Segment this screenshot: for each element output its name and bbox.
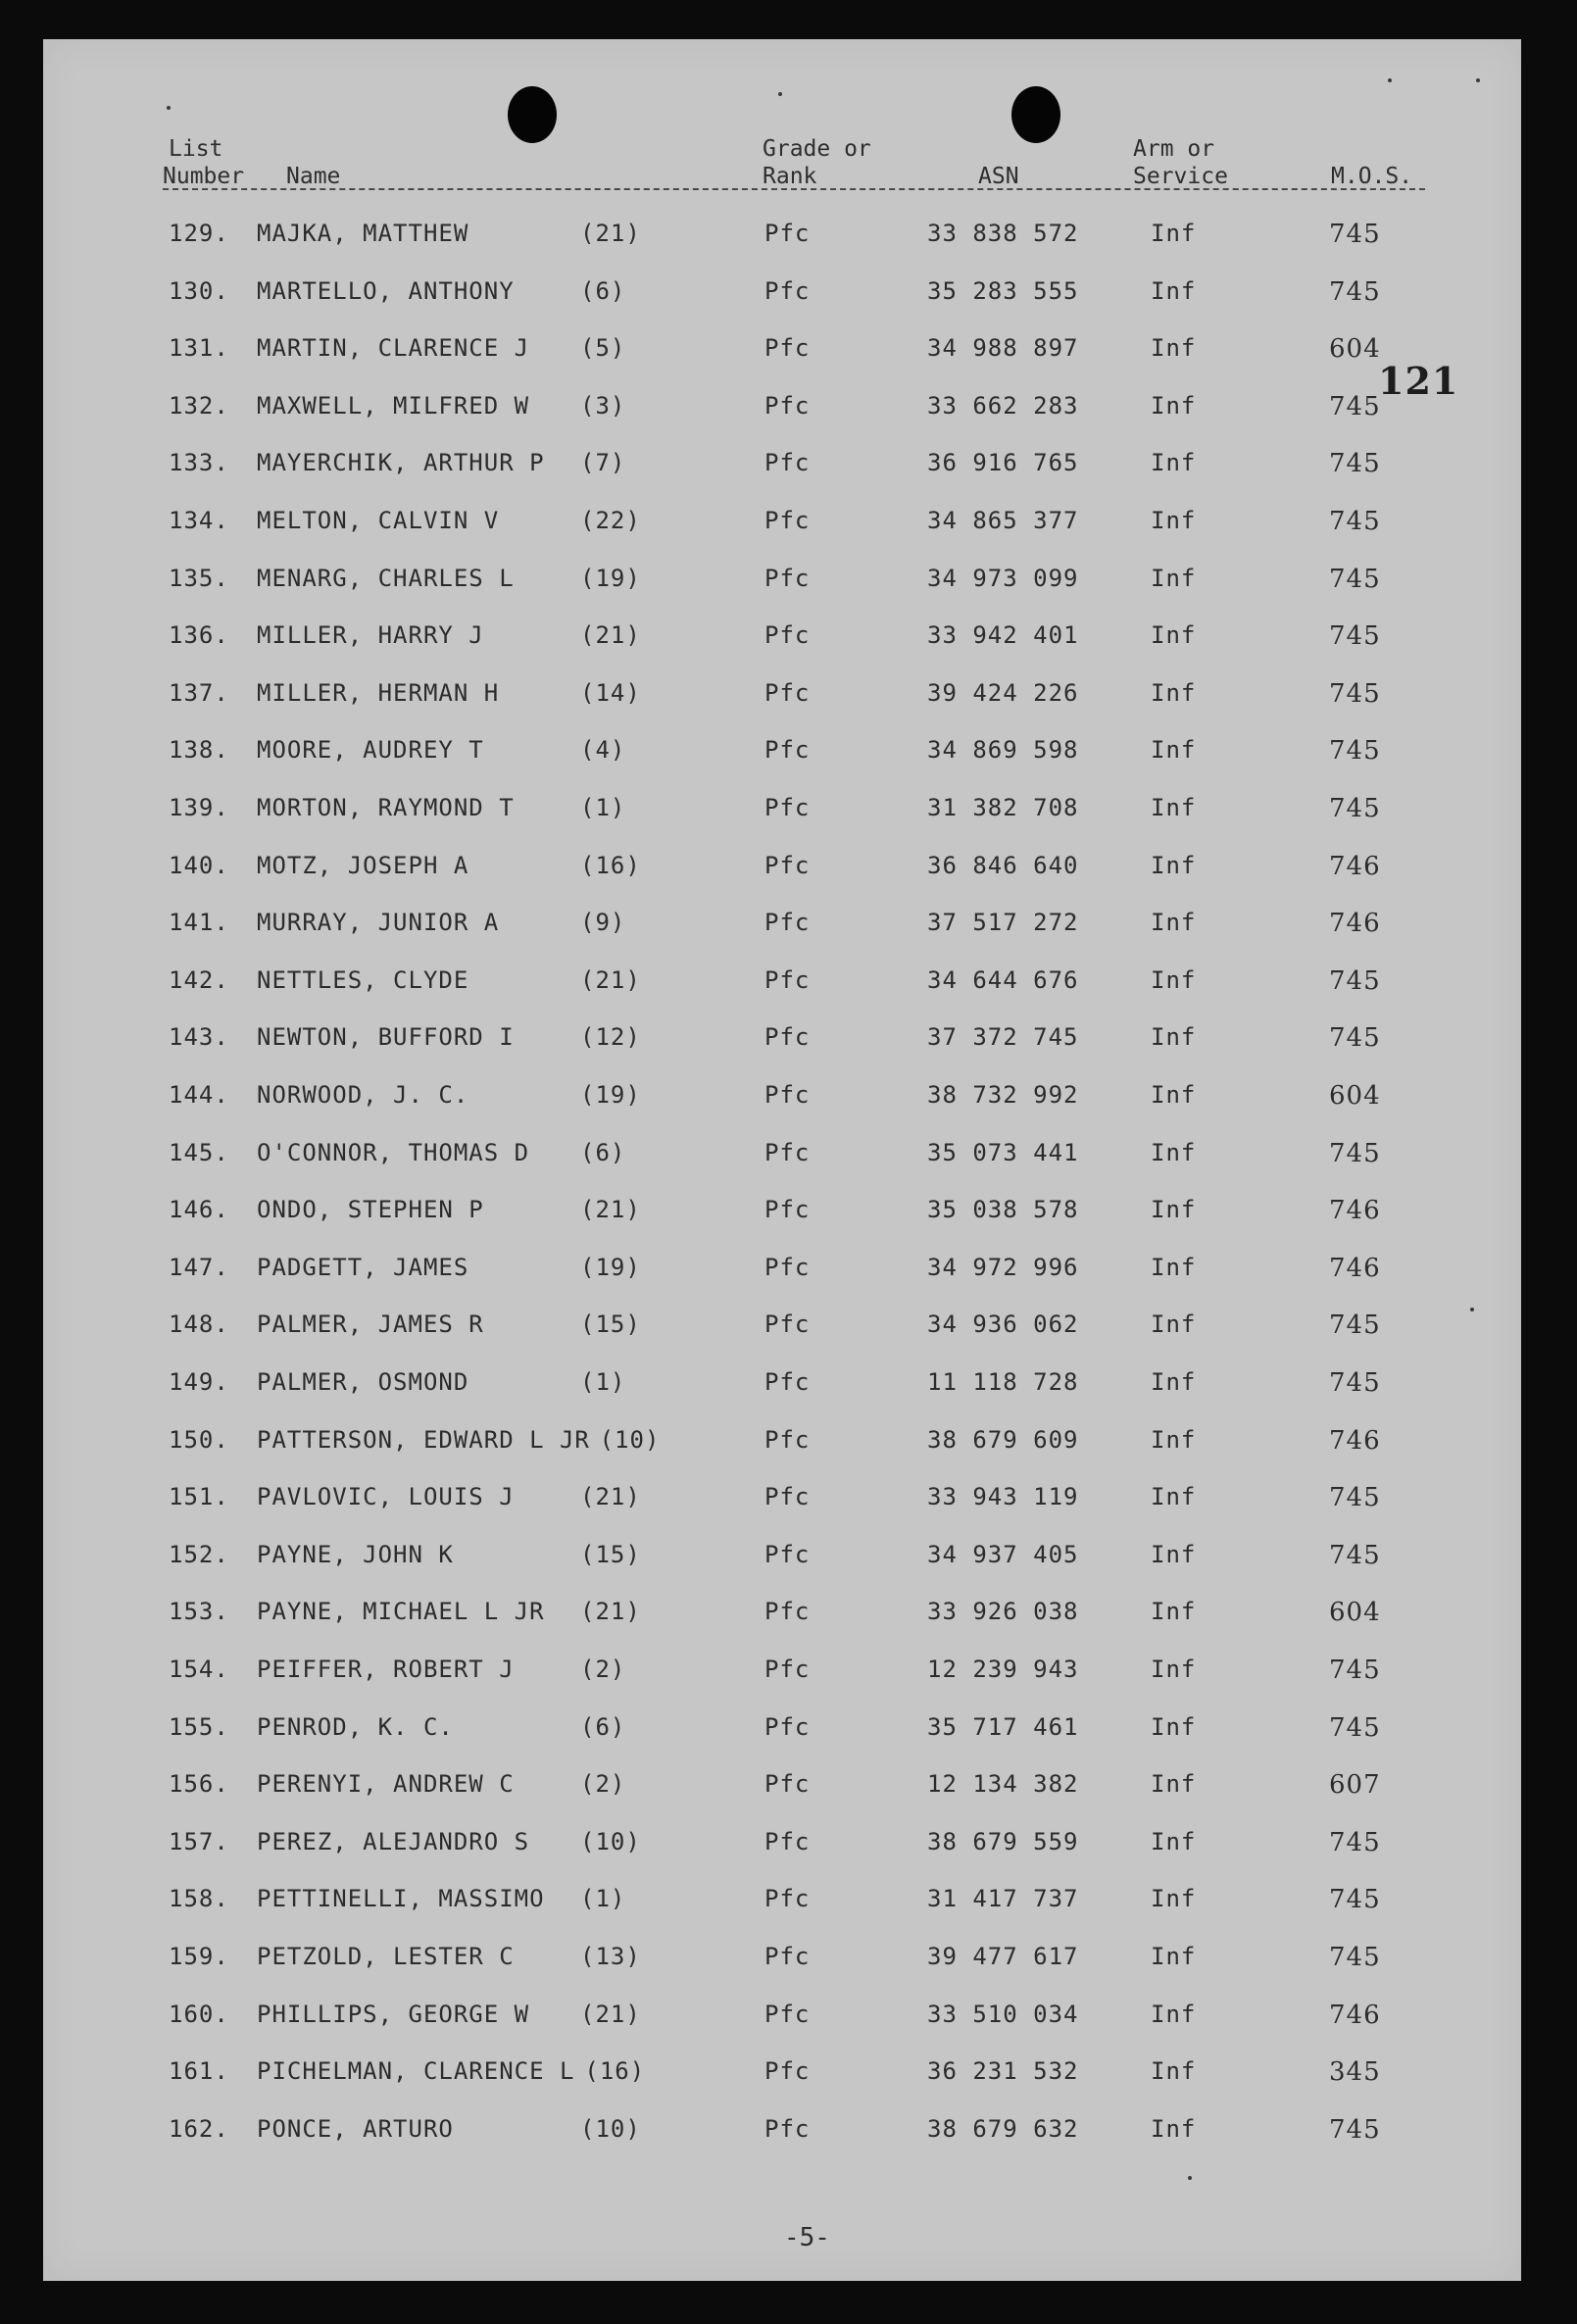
group-code: (10) [599,1426,661,1454]
group-code: (6) [580,277,626,305]
asn: 34 644 676 [927,966,1079,994]
mos-code: 746 [1329,909,1381,938]
list-number: 135. [169,565,229,592]
soldier-name: PAYNE, JOHN K [257,1541,454,1568]
punch-hole-right [1011,86,1060,143]
list-number: 132. [169,392,229,420]
asn: 38 679 559 [927,1828,1079,1855]
asn: 33 943 119 [927,1483,1079,1510]
rank: Pfc [764,1254,811,1281]
arm-service: Inf [1151,621,1197,649]
speck [1388,78,1392,82]
arm-service: Inf [1151,1139,1197,1166]
mos-code: 745 [1329,966,1381,996]
mos-code: 604 [1329,1598,1381,1627]
table-row [43,1541,1521,1580]
rank: Pfc [764,909,811,936]
asn: 33 662 283 [927,392,1079,420]
arm-service: Inf [1151,1426,1197,1454]
list-number: 156. [169,1770,229,1798]
mos-code: 746 [1329,1196,1381,1225]
asn: 37 372 745 [927,1023,1079,1051]
group-code: (21) [580,1196,641,1223]
group-code: (7) [580,449,626,476]
asn: 35 038 578 [927,1196,1079,1223]
asn: 36 916 765 [927,449,1079,476]
group-code: (2) [580,1770,626,1798]
mos-code: 745 [1329,1541,1381,1570]
group-code: (4) [580,736,626,764]
soldier-name: PALMER, OSMOND [257,1368,469,1396]
soldier-name: PETTINELLI, MASSIMO [257,1885,545,1912]
table-row [43,2115,1521,2154]
rank: Pfc [764,2057,811,2085]
mos-code: 745 [1329,2115,1381,2145]
group-code: (15) [580,1310,641,1338]
rank: Pfc [764,392,811,420]
list-number: 149. [169,1368,229,1396]
asn: 39 424 226 [927,679,1079,707]
rank: Pfc [764,1426,811,1454]
rank: Pfc [764,1885,811,1912]
mos-code: 745 [1329,392,1381,421]
rank: Pfc [764,1828,811,1855]
soldier-name: PICHELMAN, CLARENCE L [257,2057,575,2085]
group-code: (21) [580,1598,641,1625]
asn: 35 283 555 [927,277,1079,305]
table-row [43,1426,1521,1465]
soldier-name: PHILLIPS, GEORGE W [257,2001,530,2028]
table-row [43,220,1521,259]
asn: 38 679 632 [927,2115,1079,2143]
table-row [43,852,1521,891]
mos-code: 745 [1329,1023,1381,1053]
list-number: 139. [169,794,229,821]
rank: Pfc [764,1770,811,1798]
list-number: 161. [169,2057,229,2085]
arm-service: Inf [1151,449,1197,476]
soldier-name: PAYNE, MICHAEL L JR [257,1598,545,1625]
group-code: (2) [580,1656,626,1683]
asn: 34 936 062 [927,1310,1079,1338]
arm-service: Inf [1151,2001,1197,2028]
mos-code: 746 [1329,2001,1381,2030]
asn: 34 988 897 [927,334,1079,362]
asn: 33 838 572 [927,220,1079,247]
group-code: (19) [580,565,641,592]
list-number: 129. [169,220,229,247]
header-mos-label: M.O.S. [1331,164,1413,189]
table-row [43,277,1521,317]
soldier-name: NORWOOD, J. C. [257,1081,469,1109]
arm-service: Inf [1151,1598,1197,1625]
table-row [43,1081,1521,1120]
mos-code: 745 [1329,449,1381,478]
group-code: (15) [580,1541,641,1568]
arm-service: Inf [1151,909,1197,936]
mos-code: 745 [1329,507,1381,536]
mos-code: 745 [1329,1483,1381,1512]
table-row [43,1943,1521,1982]
list-number: 141. [169,909,229,936]
mos-code: 607 [1329,1770,1381,1800]
arm-service: Inf [1151,1081,1197,1109]
rank: Pfc [764,1483,811,1510]
asn: 11 118 728 [927,1368,1079,1396]
group-code: (14) [580,679,641,707]
mos-code: 604 [1329,1081,1381,1111]
arm-service: Inf [1151,392,1197,420]
header-rank-label: Rank [763,164,817,189]
header-list-label: List [169,136,223,162]
soldier-name: PEIFFER, ROBERT J [257,1656,515,1683]
soldier-name: PENROD, K. C. [257,1713,454,1741]
rank: Pfc [764,1598,811,1625]
rank: Pfc [764,794,811,821]
mos-code: 746 [1329,1426,1381,1456]
mos-code: 745 [1329,220,1381,249]
soldier-name: PERENYI, ANDREW C [257,1770,515,1798]
arm-service: Inf [1151,1885,1197,1912]
arm-service: Inf [1151,1713,1197,1741]
table-row [43,1196,1521,1235]
table-row [43,2001,1521,2040]
soldier-name: MORTON, RAYMOND T [257,794,515,821]
rank: Pfc [764,449,811,476]
rank: Pfc [764,736,811,764]
group-code: (13) [580,1943,641,1970]
table-row [43,1139,1521,1178]
soldier-name: PONCE, ARTURO [257,2115,454,2143]
table-row [43,736,1521,775]
asn: 39 477 617 [927,1943,1079,1970]
mos-code: 745 [1329,794,1381,823]
soldier-name: MURRAY, JUNIOR A [257,909,500,936]
soldier-name: MOTZ, JOSEPH A [257,852,469,879]
mos-code: 745 [1329,1139,1381,1168]
rank: Pfc [764,334,811,362]
rank: Pfc [764,507,811,534]
table-row [43,1770,1521,1809]
soldier-name: NETTLES, CLYDE [257,966,469,994]
group-code: (10) [580,1828,641,1855]
soldier-name: PETZOLD, LESTER C [257,1943,515,1970]
group-code: (21) [580,621,641,649]
group-code: (12) [580,1023,641,1051]
soldier-name: MENARG, CHARLES L [257,565,515,592]
asn: 33 510 034 [927,2001,1079,2028]
asn: 36 231 532 [927,2057,1079,2085]
list-number: 154. [169,1656,229,1683]
rank: Pfc [764,679,811,707]
mos-code: 345 [1329,2057,1381,2087]
document-page [43,39,1521,2281]
speck [167,106,171,110]
arm-service: Inf [1151,2115,1197,2143]
mos-code: 745 [1329,1310,1381,1340]
arm-service: Inf [1151,1023,1197,1051]
asn: 38 679 609 [927,1426,1079,1454]
header-arm-label: Arm or [1133,136,1215,162]
list-number: 148. [169,1310,229,1338]
list-number: 143. [169,1023,229,1051]
mos-code: 745 [1329,621,1381,651]
list-number: 153. [169,1598,229,1625]
mos-code: 745 [1329,1656,1381,1685]
asn: 35 073 441 [927,1139,1079,1166]
arm-service: Inf [1151,1483,1197,1510]
arm-service: Inf [1151,966,1197,994]
list-number: 159. [169,1943,229,1970]
asn: 34 973 099 [927,565,1079,592]
list-number: 133. [169,449,229,476]
group-code: (1) [580,1368,626,1396]
list-number: 138. [169,736,229,764]
rank: Pfc [764,621,811,649]
group-code: (10) [580,2115,641,2143]
mos-code: 745 [1329,565,1381,594]
rank: Pfc [764,1541,811,1568]
table-row [43,1368,1521,1408]
soldier-name: NEWTON, BUFFORD I [257,1023,515,1051]
mos-code: 746 [1329,852,1381,881]
rank: Pfc [764,1023,811,1051]
arm-service: Inf [1151,1254,1197,1281]
arm-service: Inf [1151,1656,1197,1683]
arm-service: Inf [1151,794,1197,821]
list-number: 136. [169,621,229,649]
group-code: (21) [580,2001,641,2028]
rank: Pfc [764,1081,811,1109]
rank: Pfc [764,1139,811,1166]
rank: Pfc [764,220,811,247]
table-row [43,1254,1521,1293]
list-number: 137. [169,679,229,707]
list-number: 152. [169,1541,229,1568]
header-grade-label: Grade or [763,136,871,162]
arm-service: Inf [1151,2057,1197,2085]
header-service-label: Service [1133,164,1228,189]
asn: 33 942 401 [927,621,1079,649]
table-row [43,966,1521,1006]
rank: Pfc [764,1656,811,1683]
rank: Pfc [764,565,811,592]
table-row [43,507,1521,546]
mos-code: 745 [1329,736,1381,766]
header-asn-label: ASN [978,164,1019,189]
table-row [43,794,1521,833]
list-number: 157. [169,1828,229,1855]
mos-code: 746 [1329,1254,1381,1283]
speck [1188,2176,1192,2180]
page-number: -5- [784,2223,830,2252]
list-number: 155. [169,1713,229,1741]
table-row [43,334,1521,373]
group-code: (16) [580,852,641,879]
arm-service: Inf [1151,1310,1197,1338]
soldier-name: MELTON, CALVIN V [257,507,500,534]
asn: 12 239 943 [927,1656,1079,1683]
arm-service: Inf [1151,1196,1197,1223]
list-number: 146. [169,1196,229,1223]
soldier-name: PALMER, JAMES R [257,1310,484,1338]
speck [778,92,782,96]
list-number: 140. [169,852,229,879]
list-number: 158. [169,1885,229,1912]
asn: 34 865 377 [927,507,1079,534]
table-row [43,909,1521,948]
arm-service: Inf [1151,1770,1197,1798]
arm-service: Inf [1151,1368,1197,1396]
rank: Pfc [764,1368,811,1396]
asn: 31 417 737 [927,1885,1079,1912]
asn: 36 846 640 [927,852,1079,879]
table-row [43,449,1521,488]
arm-service: Inf [1151,736,1197,764]
list-number: 160. [169,2001,229,2028]
soldier-name: MAJKA, MATTHEW [257,220,469,247]
group-code: (6) [580,1139,626,1166]
rank: Pfc [764,2001,811,2028]
group-code: (1) [580,794,626,821]
asn: 34 869 598 [927,736,1079,764]
asn: 33 926 038 [927,1598,1079,1625]
table-row [43,565,1521,604]
group-code: (5) [580,334,626,362]
speck [1476,78,1480,82]
group-code: (21) [580,966,641,994]
table-row [43,1656,1521,1695]
group-code: (9) [580,909,626,936]
table-row [43,392,1521,431]
table-row [43,621,1521,661]
soldier-name: PATTERSON, EDWARD L JR [257,1426,590,1454]
arm-service: Inf [1151,277,1197,305]
group-code: (21) [580,1483,641,1510]
table-row [43,2057,1521,2097]
rank: Pfc [764,1943,811,1970]
asn: 37 517 272 [927,909,1079,936]
soldier-name: O'CONNOR, THOMAS D [257,1139,530,1166]
list-number: 134. [169,507,229,534]
table-row [43,1023,1521,1063]
list-number: 147. [169,1254,229,1281]
arm-service: Inf [1151,852,1197,879]
table-row [43,1713,1521,1753]
soldier-name: MARTELLO, ANTHONY [257,277,515,305]
arm-service: Inf [1151,1828,1197,1855]
mos-code: 745 [1329,679,1381,709]
soldier-name: MARTIN, CLARENCE J [257,334,530,362]
arm-service: Inf [1151,507,1197,534]
list-number: 145. [169,1139,229,1166]
soldier-name: ONDO, STEPHEN P [257,1196,484,1223]
asn: 38 732 992 [927,1081,1079,1109]
rank: Pfc [764,1310,811,1338]
list-number: 151. [169,1483,229,1510]
list-number: 144. [169,1081,229,1109]
rank: Pfc [764,277,811,305]
soldier-name: MILLER, HARRY J [257,621,484,649]
table-row [43,1828,1521,1867]
group-code: (22) [580,507,641,534]
asn: 34 972 996 [927,1254,1079,1281]
list-number: 150. [169,1426,229,1454]
punch-hole-left [508,86,557,143]
mos-code: 745 [1329,1885,1381,1914]
group-code: (16) [584,2057,646,2085]
mos-code: 745 [1329,1368,1381,1398]
group-code: (19) [580,1081,641,1109]
soldier-name: PEREZ, ALEJANDRO S [257,1828,530,1855]
header-number-label: Number [163,164,245,189]
asn: 35 717 461 [927,1713,1079,1741]
mos-code: 745 [1329,1828,1381,1857]
soldier-name: MAXWELL, MILFRED W [257,392,530,420]
arm-service: Inf [1151,334,1197,362]
group-code: (6) [580,1713,626,1741]
group-code: (3) [580,392,626,420]
soldier-name: MILLER, HERMAN H [257,679,500,707]
mos-code: 745 [1329,277,1381,307]
arm-service: Inf [1151,220,1197,247]
list-number: 131. [169,334,229,362]
rank: Pfc [764,1713,811,1741]
mos-code: 745 [1329,1943,1381,1972]
soldier-name: PADGETT, JAMES [257,1254,469,1281]
group-code: (1) [580,1885,626,1912]
rank: Pfc [764,852,811,879]
rank: Pfc [764,2115,811,2143]
list-number: 130. [169,277,229,305]
table-row [43,1483,1521,1522]
list-number: 162. [169,2115,229,2143]
rank: Pfc [764,1196,811,1223]
group-code: (19) [580,1254,641,1281]
list-number: 142. [169,966,229,994]
soldier-name: PAVLOVIC, LOUIS J [257,1483,515,1510]
asn: 34 937 405 [927,1541,1079,1568]
arm-service: Inf [1151,1541,1197,1568]
group-code: (21) [580,220,641,247]
table-row [43,1598,1521,1637]
table-row [43,1885,1521,1924]
asn: 12 134 382 [927,1770,1079,1798]
arm-service: Inf [1151,679,1197,707]
table-row [43,1310,1521,1350]
mos-code: 604 [1329,334,1381,364]
rank: Pfc [764,966,811,994]
page-stamp-number: 121 [1378,359,1459,403]
arm-service: Inf [1151,565,1197,592]
soldier-name: MAYERCHIK, ARTHUR P [257,449,545,476]
mos-code: 745 [1329,1713,1381,1743]
asn: 31 382 708 [927,794,1079,821]
arm-service: Inf [1151,1943,1197,1970]
header-underline [163,188,1425,190]
header-name-label: Name [286,164,341,189]
table-row [43,679,1521,718]
soldier-name: MOORE, AUDREY T [257,736,484,764]
